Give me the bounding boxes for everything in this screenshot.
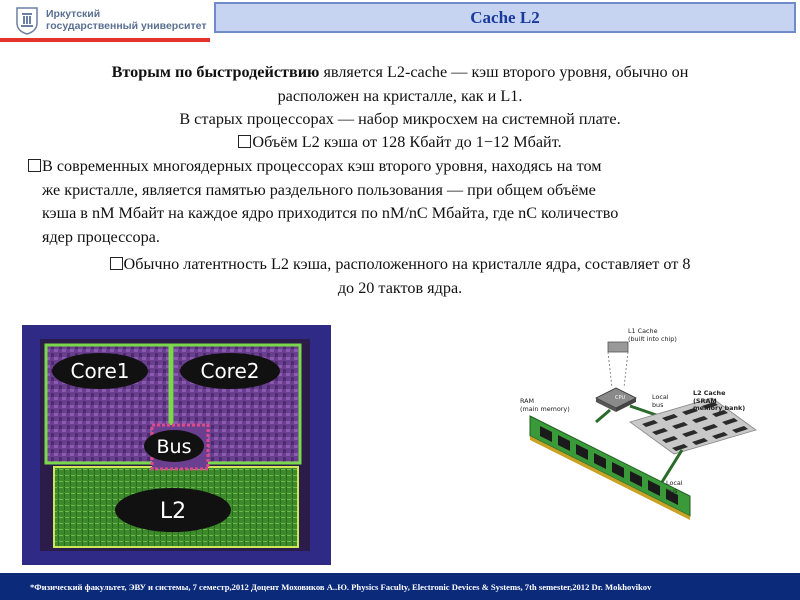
header-red-bar bbox=[0, 38, 210, 42]
paragraph-1-rest: является L2-cache — кэш второго уровня, обычно он bbox=[319, 63, 689, 81]
bus-label: Bus bbox=[156, 436, 192, 458]
slide-title-box bbox=[214, 2, 796, 33]
university-name-line1: Иркутский bbox=[46, 8, 101, 20]
ram-label: RAM (main memory) bbox=[520, 397, 570, 413]
paragraph-3 bbox=[30, 131, 770, 155]
paragraph-4-line2: же кристалле, является памятью раздельного пользования — при общем объёме bbox=[42, 180, 596, 199]
bullet-box-icon bbox=[110, 257, 123, 270]
local-bus-bottom-label: Local bus bbox=[666, 479, 683, 495]
core2-label: Core2 bbox=[200, 359, 260, 383]
bullet-box-icon bbox=[28, 159, 41, 172]
bullet-box-icon bbox=[238, 135, 251, 148]
paragraph-2 bbox=[30, 108, 770, 132]
paragraph-1-line2: расположен на кристалле, как и L1. bbox=[277, 86, 523, 105]
paragraph-5 bbox=[30, 253, 770, 300]
cache-diagram-svg bbox=[512, 322, 764, 566]
l1-cache-label: L1 Cache (built into chip) bbox=[628, 327, 677, 343]
university-name bbox=[46, 8, 207, 32]
paragraph-1 bbox=[30, 61, 770, 108]
university-emblem-icon bbox=[14, 5, 40, 35]
university-name-line2: государственный университет bbox=[46, 20, 207, 32]
paragraph-4 bbox=[28, 155, 788, 249]
paragraph-1-bold: Вторым по быстродействию bbox=[111, 63, 320, 81]
l2-cache-label: L2 Cache (SRAM memory bank) bbox=[693, 389, 746, 412]
cache-diagram bbox=[512, 322, 764, 566]
paragraph-5-line1: Обычно латентность L2 кэша, расположенного на кристалле ядра, составляет от 8 bbox=[123, 255, 691, 273]
local-bus-top-label: Local bus bbox=[652, 393, 669, 409]
paragraph-4-line3: кэша в nM Мбайт на каждое ядро приходится по nM/nC Мбайта, где nC количество bbox=[42, 204, 619, 222]
paragraph-5-line2: до 20 тактов ядра. bbox=[337, 278, 463, 297]
paragraph-3-text: Объём L2 кэша от 128 Кбайт до 1−12 Мбайт. bbox=[252, 133, 562, 151]
footer-text: *Физический факультет, ЭВУ и системы, 7 семестр,2012 Доцент Моховиков А..Ю. Physics Faculty, Electronic Devices & Systems, 7th semester,2012 Dr. Mokhovikov bbox=[30, 581, 652, 592]
l2-label: L2 bbox=[159, 499, 187, 524]
paragraph-4-line1: В современных многоядерных процессорах кэш второго уровня, находясь на том bbox=[42, 157, 602, 175]
cpu-label: CPU bbox=[615, 395, 626, 401]
footer-bar bbox=[0, 573, 800, 600]
paragraph-4-line4: ядер процессора. bbox=[42, 227, 160, 246]
processor-die-image bbox=[22, 325, 331, 565]
core1-label: Core1 bbox=[70, 359, 130, 383]
slide-title: Cache L2 bbox=[470, 7, 540, 27]
paragraph-2-text: В старых процессорах — набор микросхем на системной плате. bbox=[179, 110, 621, 128]
processor-die-svg bbox=[22, 325, 331, 565]
university-logo bbox=[14, 2, 210, 38]
